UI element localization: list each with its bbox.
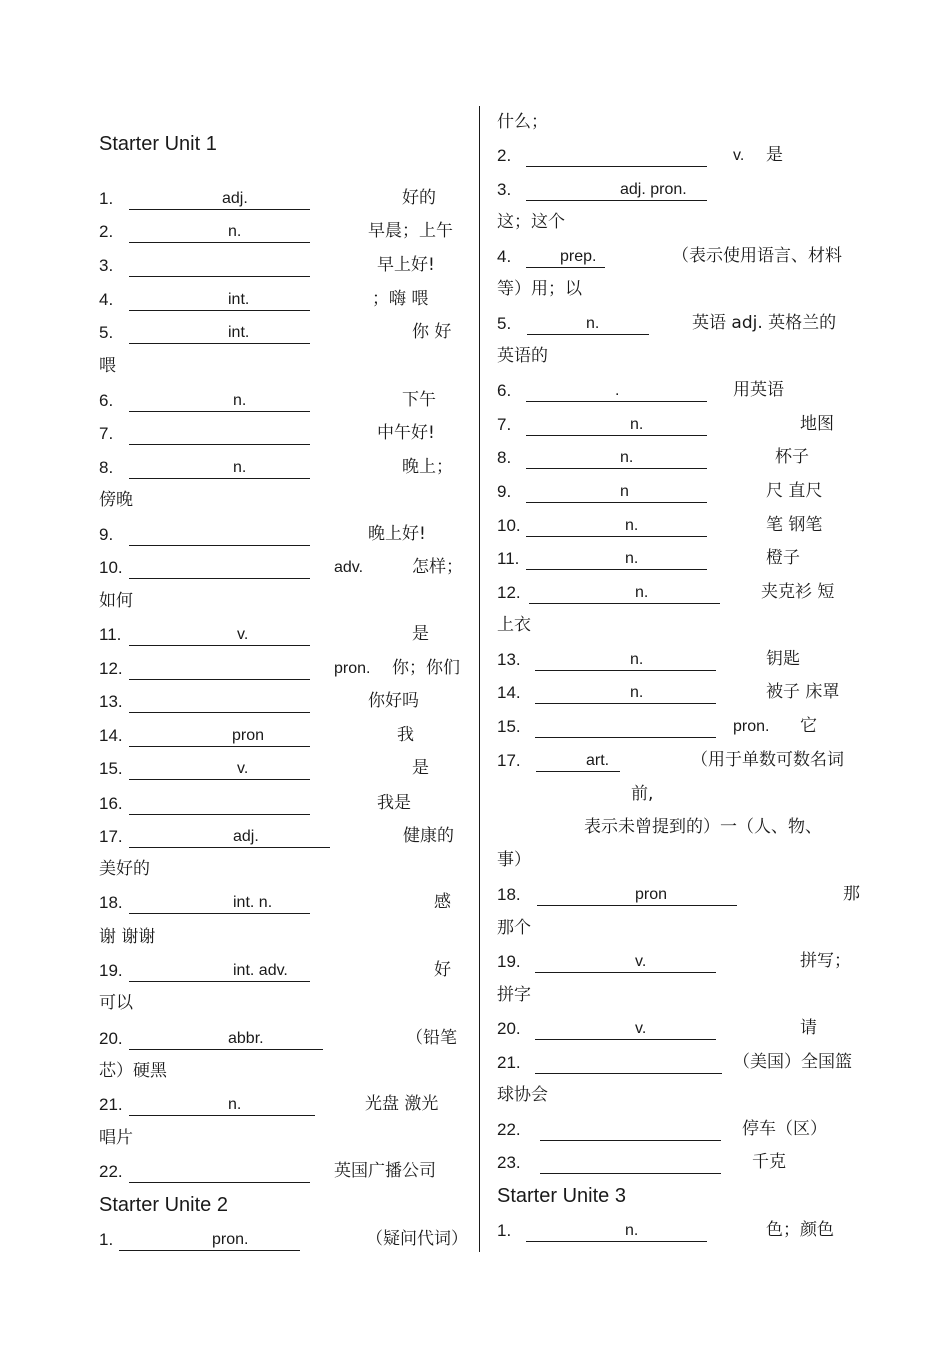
item-number: 22. [497, 1120, 521, 1139]
part-of-speech: art. [586, 752, 610, 769]
meaning: 英国广播公司 [334, 1161, 436, 1181]
column-divider [479, 106, 480, 1252]
answer-blank[interactable] [129, 558, 310, 579]
meaning-continued: 拼字 [497, 985, 531, 1005]
item-number: 2. [99, 222, 114, 241]
meaning-continued: 前, [631, 784, 654, 804]
answer-blank[interactable] [526, 448, 707, 469]
meaning: 晚上好! [368, 524, 426, 544]
item-number: 10. [99, 558, 123, 577]
meaning: 夹克衫 短 [761, 582, 835, 602]
meaning-continued: 美好的 [99, 859, 150, 879]
answer-blank[interactable] [129, 692, 310, 713]
part-of-speech: adj. [222, 190, 248, 207]
part-of-speech: n. [586, 315, 600, 332]
meaning: 色；颜色 [766, 1220, 834, 1240]
meaning: 停车（区） [742, 1119, 827, 1139]
meaning: （美国）全国篮 [733, 1052, 852, 1072]
item-number: 21. [497, 1053, 521, 1072]
answer-blank[interactable] [129, 391, 310, 412]
meaning: 钥匙 [766, 649, 800, 669]
answer-blank[interactable] [129, 424, 310, 445]
answer-blank[interactable] [129, 625, 310, 646]
part-of-speech: n. [228, 1096, 242, 1113]
part-of-speech: n. [233, 459, 247, 476]
meaning-continued: 等）用；以 [497, 279, 582, 299]
meaning-continued: 喂 [99, 356, 116, 376]
item-number: 9. [99, 525, 114, 544]
meaning: 是 [412, 624, 429, 644]
item-number: 11. [99, 625, 122, 644]
answer-blank[interactable] [526, 482, 707, 503]
meaning-continued: 英语的 [497, 346, 548, 366]
meaning: 你 好 [412, 322, 452, 342]
part-of-speech: n. [228, 223, 242, 240]
unit1-heading: Starter Unit 1 [99, 133, 217, 155]
meaning: 光盘 激光 [365, 1094, 439, 1114]
meaning: 你；你们 [392, 658, 460, 678]
answer-blank[interactable] [526, 516, 707, 537]
answer-blank[interactable] [535, 1019, 716, 1040]
answer-blank[interactable] [535, 650, 716, 671]
meaning: （表示使用语言、材料 [672, 246, 842, 266]
meaning: 拼写； [800, 951, 851, 971]
meaning-continued: 芯）硬黑 [99, 1061, 167, 1081]
item-number: 1. [99, 1230, 114, 1249]
item-number: 1. [99, 189, 114, 208]
item-number: 15. [497, 717, 521, 736]
meaning-continued: 如何 [99, 591, 133, 611]
part-of-speech: n. [630, 684, 644, 701]
answer-blank[interactable] [129, 290, 310, 311]
item-number: 7. [497, 415, 512, 434]
item-number: 17. [497, 751, 521, 770]
answer-blank[interactable] [129, 189, 310, 210]
part-of-speech: int. [228, 291, 250, 308]
item-number: 23. [497, 1153, 521, 1172]
meaning: 地图 [800, 414, 834, 434]
meaning-continued: 事） [497, 850, 531, 870]
item-number: 12. [99, 659, 123, 678]
meaning: 用英语 [733, 380, 784, 400]
part-of-speech: . [615, 382, 620, 399]
part-of-speech: n [620, 483, 629, 500]
item-number: 10. [497, 516, 521, 535]
answer-blank[interactable] [535, 683, 716, 704]
answer-blank[interactable] [129, 1095, 315, 1116]
item-number: 11. [497, 549, 520, 568]
part-of-speech: v. [635, 1020, 647, 1037]
meaning: 是 [412, 758, 429, 778]
answer-blank[interactable] [526, 1221, 707, 1242]
item-number: 4. [497, 247, 512, 266]
item-number: 19. [99, 961, 123, 980]
meaning: 笔 钢笔 [766, 515, 823, 535]
part-of-speech: n. [233, 392, 247, 409]
item-number: 12. [497, 583, 521, 602]
item-number: 5. [497, 314, 512, 333]
meaning: 英语 adj. 英格兰的 [692, 313, 837, 333]
meaning: 杯子 [775, 447, 809, 467]
item-number: 14. [497, 683, 521, 702]
meaning: 我 [397, 725, 414, 745]
meaning: 被子 床罩 [766, 682, 840, 702]
meaning: 好的 [402, 188, 436, 208]
item-number: 18. [497, 885, 521, 904]
meaning-continued: 这；这个 [497, 212, 565, 232]
meaning: ；嗨 喂 [372, 289, 429, 309]
item-number: 3. [497, 180, 512, 199]
answer-blank[interactable] [540, 1120, 721, 1141]
item-number: 8. [497, 448, 512, 467]
part-of-speech: int. n. [233, 894, 273, 911]
item-number: 8. [99, 458, 114, 477]
item-number: 13. [497, 650, 521, 669]
part-of-speech: n. [630, 651, 644, 668]
part-of-speech: n. [635, 584, 649, 601]
item-number: 13. [99, 692, 123, 711]
item-number: 22. [99, 1162, 123, 1181]
answer-blank[interactable] [129, 1029, 323, 1050]
answer-blank[interactable] [526, 146, 707, 167]
part-of-speech: n. [625, 550, 639, 567]
part-of-speech: adj. [233, 828, 259, 845]
answer-blank[interactable] [535, 952, 716, 973]
meaning: 怎样； [412, 557, 463, 577]
part-of-speech: v. [237, 626, 249, 643]
part-of-speech: n. [625, 1222, 639, 1239]
item-number: 1. [497, 1221, 512, 1240]
part-of-speech: n. [630, 416, 644, 433]
meaning-continued: 谢 谢谢 [99, 927, 156, 947]
answer-blank[interactable] [129, 458, 310, 479]
item-number: 14. [99, 726, 123, 745]
item-number: 21. [99, 1095, 123, 1114]
meaning: 健康的 [403, 826, 454, 846]
meaning-continued: 表示未曾提到的）一（人、物、 [584, 817, 822, 837]
part-of-speech: n. [625, 517, 639, 534]
answer-blank[interactable] [129, 256, 310, 277]
meaning-continued: 球协会 [497, 1085, 548, 1105]
answer-blank[interactable] [129, 893, 310, 914]
meaning: 千克 [752, 1152, 786, 1172]
meaning-continued: 唱片 [99, 1128, 133, 1148]
part-of-speech: adv. [334, 559, 364, 576]
item-number: 20. [99, 1029, 123, 1048]
item-number: 3. [99, 256, 114, 275]
part-of-speech: pron. [212, 1231, 249, 1248]
part-of-speech: int. adv. [233, 962, 288, 979]
unit3-heading: Starter Unite 3 [497, 1185, 626, 1207]
meaning: 早上好! [377, 255, 435, 275]
meaning-continued: 什么； [497, 112, 548, 132]
answer-blank[interactable] [129, 759, 310, 780]
meaning: 下午 [402, 390, 436, 410]
part-of-speech: v. [733, 147, 745, 164]
meaning: 中午好! [377, 423, 435, 443]
meaning: （铅笔 [406, 1028, 457, 1048]
meaning-continued: 上衣 [497, 615, 531, 635]
part-of-speech: prep. [560, 248, 597, 265]
meaning: 你好吗 [368, 691, 419, 711]
part-of-speech: n. [620, 449, 634, 466]
answer-blank[interactable] [129, 726, 310, 747]
part-of-speech: pron [232, 727, 265, 744]
item-number: 9. [497, 482, 512, 501]
meaning: 请 [800, 1018, 817, 1038]
answer-blank[interactable] [129, 794, 310, 815]
meaning: 好 [434, 960, 451, 980]
item-number: 5. [99, 323, 114, 342]
item-number: 17. [99, 827, 123, 846]
part-of-speech: adj. pron. [620, 181, 687, 198]
part-of-speech: pron [635, 886, 668, 903]
answer-blank[interactable] [129, 659, 310, 680]
answer-blank[interactable] [129, 525, 310, 546]
meaning: 橙子 [766, 548, 800, 568]
item-number: 6. [497, 381, 512, 400]
part-of-speech: v. [237, 760, 249, 777]
answer-blank[interactable] [526, 415, 707, 436]
answer-blank[interactable] [129, 827, 330, 848]
item-number: 15. [99, 759, 123, 778]
item-number: 7. [99, 424, 114, 443]
answer-blank[interactable] [129, 1162, 310, 1183]
item-number: 4. [99, 290, 114, 309]
item-number: 19. [497, 952, 521, 971]
item-number: 18. [99, 893, 123, 912]
answer-blank[interactable] [129, 222, 310, 243]
part-of-speech: v. [635, 953, 647, 970]
meaning: 我是 [377, 793, 411, 813]
answer-blank[interactable] [535, 717, 716, 738]
item-number: 20. [497, 1019, 521, 1038]
item-number: 16. [99, 794, 123, 813]
part-of-speech: pron. [334, 660, 371, 677]
meaning: 那 [843, 884, 860, 904]
meaning-continued: 那个 [497, 918, 531, 938]
meaning-continued: 可以 [99, 993, 133, 1013]
answer-blank[interactable] [529, 583, 720, 604]
meaning: （疑问代词） [366, 1229, 468, 1249]
meaning: 晚上； [402, 457, 453, 477]
meaning-continued: 傍晚 [99, 490, 133, 510]
answer-blank[interactable] [540, 1153, 721, 1174]
item-number: 6. [99, 391, 114, 410]
answer-blank[interactable] [129, 323, 310, 344]
part-of-speech: abbr. [228, 1030, 264, 1047]
meaning: 早晨；上午 [368, 221, 453, 241]
answer-blank[interactable] [119, 1230, 300, 1251]
item-number: 2. [497, 146, 512, 165]
meaning: 尺 直尺 [766, 481, 823, 501]
answer-blank[interactable] [535, 1053, 722, 1074]
meaning: 是 [766, 145, 783, 165]
meaning: 感 [434, 892, 451, 912]
meaning: （用于单数可数名词 [691, 750, 844, 770]
answer-blank[interactable] [526, 549, 707, 570]
unit2-heading: Starter Unite 2 [99, 1194, 228, 1216]
part-of-speech: pron. [733, 718, 770, 735]
meaning: 它 [800, 716, 817, 736]
part-of-speech: int. [228, 324, 250, 341]
